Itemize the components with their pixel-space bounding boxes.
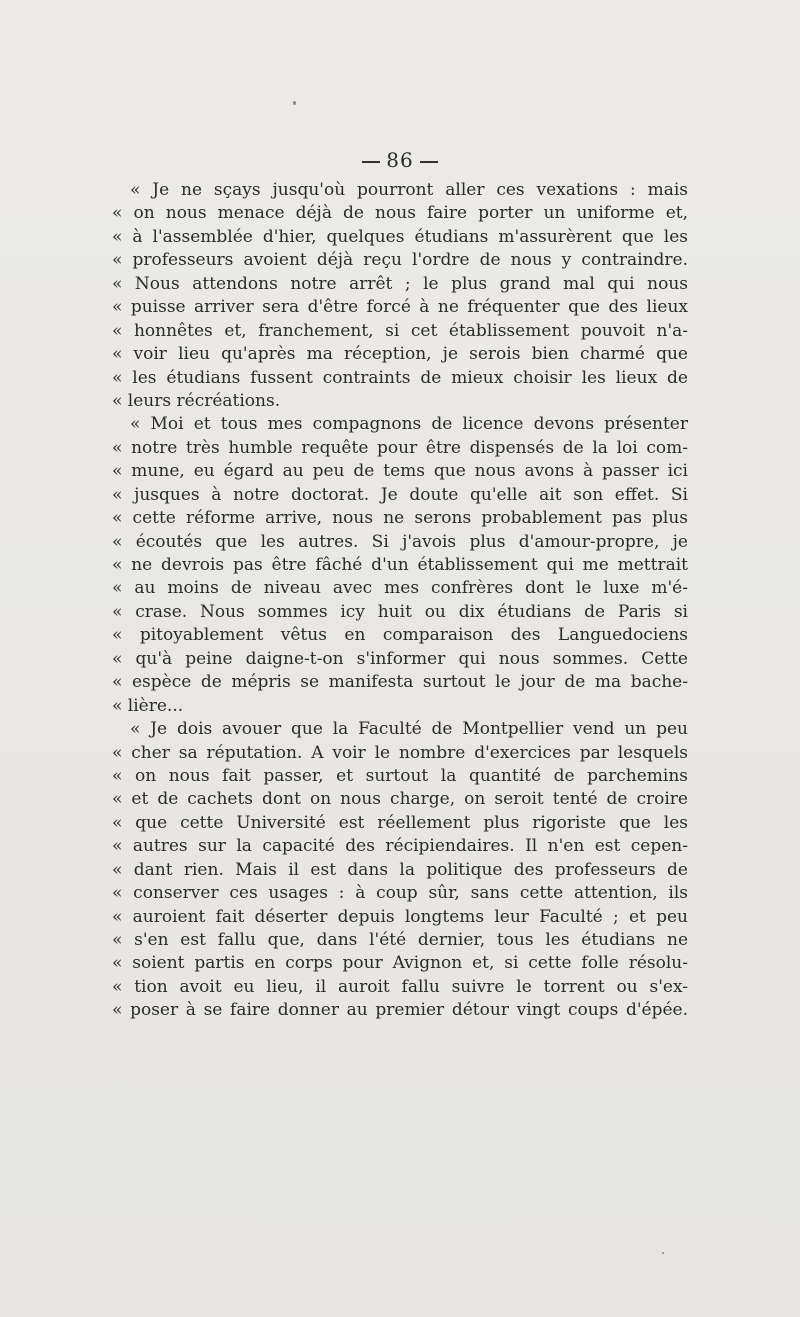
paper-speck bbox=[662, 1252, 664, 1254]
text-line: « crase. Nous sommes icy huit ou dix étudians de Paris si bbox=[112, 601, 688, 622]
text-line: « écoutés que les autres. Si j'avois plus d'amour-propre, je bbox=[112, 531, 688, 552]
text-line: « honnêtes et, franchement, si cet établissement pouvoit n'a- bbox=[112, 320, 688, 341]
paper-speck bbox=[293, 101, 296, 105]
text-line: « que cette Université est réellement plus rigoriste que les bbox=[112, 812, 688, 833]
text-line: « notre très humble requête pour être dispensés de la loi com- bbox=[112, 437, 688, 458]
body-text bbox=[112, 179, 688, 1023]
text-line: « mune, eu égard au peu de tems que nous avons à passer ici bbox=[112, 461, 688, 482]
text-line: « jusques à notre doctorat. Je doute qu'elle ait son effet. Si bbox=[112, 484, 688, 505]
text-line: « Moi et tous mes compagnons de licence devons présenter bbox=[130, 414, 688, 435]
text-line: « autres sur la capacité des récipiendaires. Il n'en est cepen- bbox=[112, 836, 688, 857]
text-line: « cette réforme arrive, nous ne serons probablement pas plus bbox=[112, 508, 688, 529]
page-number-header bbox=[0, 148, 800, 172]
text-line: « voir lieu qu'après ma réception, je serois bien charmé que bbox=[112, 344, 688, 365]
text-line: « à l'assemblée d'hier, quelques étudians m'assurèrent que les bbox=[112, 226, 688, 247]
text-line: « ne devrois pas être fâché d'un établissement qui me mettrait bbox=[112, 555, 688, 575]
right-dash bbox=[420, 161, 438, 163]
text-line: « auroient fait déserter depuis longtems leur Faculté ; et peu bbox=[112, 906, 688, 927]
text-line: « les étudians fussent contraints de mieux choisir les lieux de bbox=[112, 367, 688, 388]
text-line: « Je dois avouer que la Faculté de Montpellier vend un peu bbox=[130, 719, 688, 740]
left-dash bbox=[362, 161, 380, 163]
text-line: « tion avoit eu lieu, il auroit fallu suivre le torrent ou s'ex- bbox=[112, 976, 688, 997]
text-line: « qu'à peine daigne-t-on s'informer qui nous sommes. Cette bbox=[112, 648, 688, 669]
text-line: « on nous menace déjà de nous faire porter un uniforme et, bbox=[112, 203, 688, 224]
text-line: « pitoyablement vêtus en comparaison des Languedociens bbox=[112, 625, 688, 646]
text-line: « et de cachets dont on nous charge, on seroit tenté de croire bbox=[112, 789, 688, 810]
text-line: « poser à se faire donner au premier détour vingt coups d'épée. bbox=[112, 1000, 688, 1021]
text-line: « on nous fait passer, et surtout la quantité de parchemins bbox=[112, 765, 688, 786]
text-line: « lière... bbox=[112, 695, 184, 716]
text-line: « s'en est fallu que, dans l'été dernier, tous les étudians ne bbox=[112, 930, 688, 950]
text-line: « Nous attendons notre arrêt ; le plus grand mal qui nous bbox=[112, 273, 688, 294]
text-line: « conserver ces usages : à coup sûr, sans cette attention, ils bbox=[112, 883, 688, 904]
text-line: « soient partis en corps pour Avignon et, si cette folle résolu- bbox=[112, 953, 688, 974]
text-line: « dant rien. Mais il est dans la politique des professeurs de bbox=[112, 859, 688, 880]
text-line: « cher sa réputation. A voir le nombre d'exercices par lesquels bbox=[112, 742, 688, 763]
text-line: « Je ne sçays jusqu'où pourront aller ces vexations : mais bbox=[130, 180, 688, 200]
text-line: « puisse arriver sera d'être forcé à ne fréquenter que des lieux bbox=[112, 297, 688, 318]
text-line: « professeurs avoient déjà reçu l'ordre de nous y contraindre. bbox=[112, 250, 688, 271]
page-number: 86 bbox=[386, 148, 414, 172]
text-line: « espèce de mépris se manifesta surtout le jour de ma bache- bbox=[112, 672, 688, 693]
text-line: « au moins de niveau avec mes confrères dont le luxe m'é- bbox=[112, 578, 688, 599]
text-line: « leurs récréations. bbox=[112, 390, 281, 411]
